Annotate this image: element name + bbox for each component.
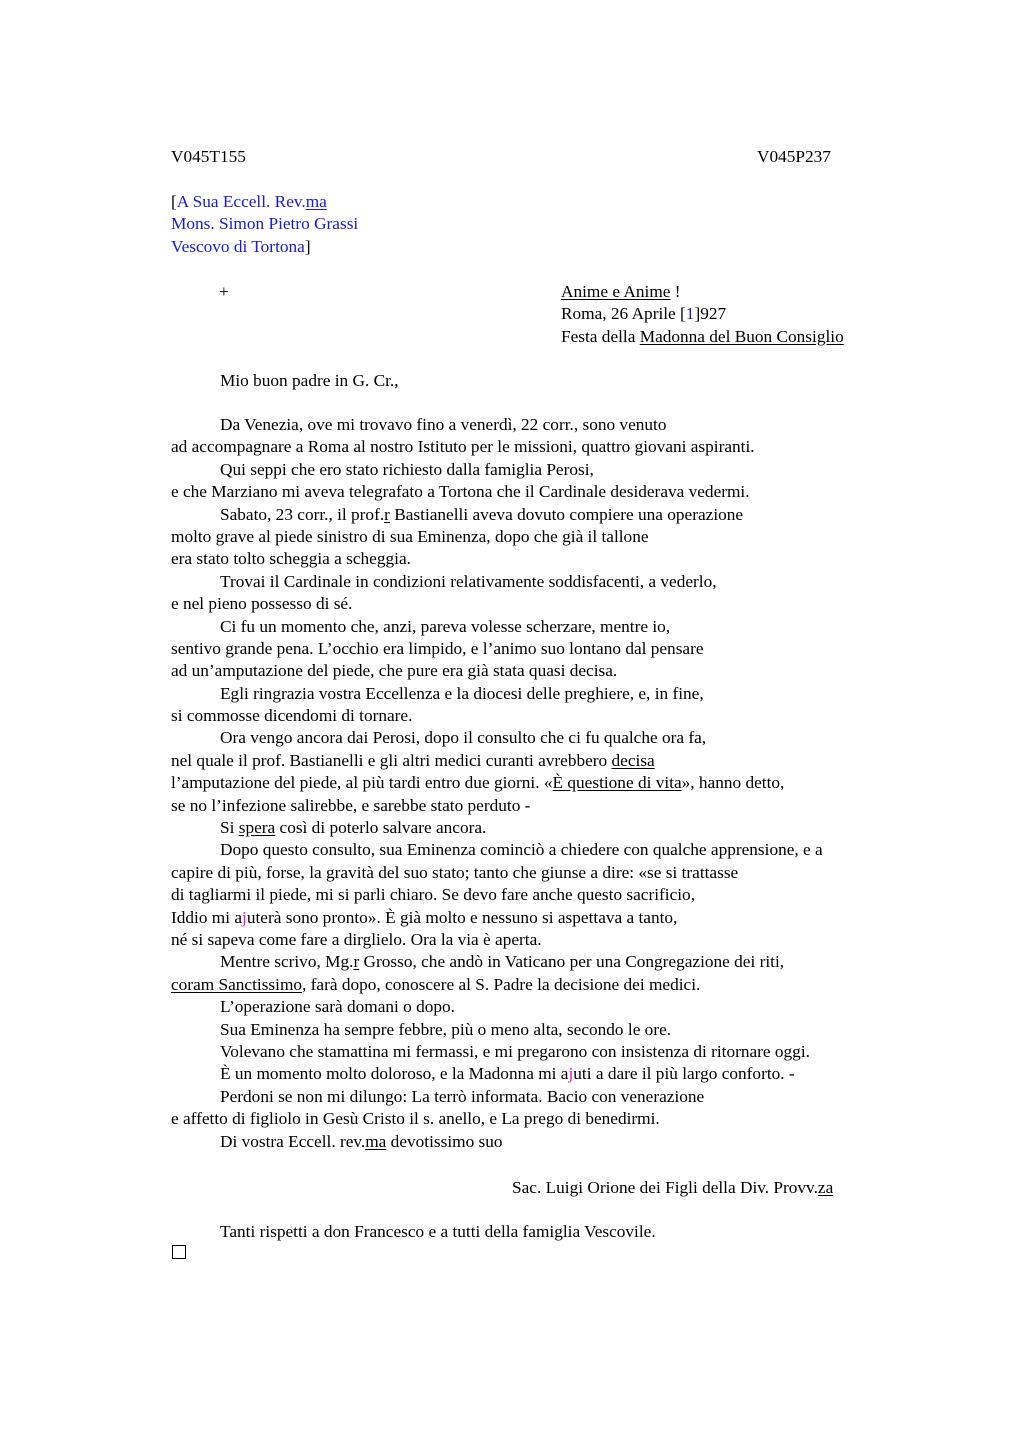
- addressee-line-2: Mons. Simon Pietro Grassi: [171, 214, 359, 233]
- letter-body: [171, 414, 891, 1153]
- feast-prefix: Festa della: [561, 327, 640, 346]
- text-run-editorial: j: [568, 1064, 574, 1084]
- body-line: [171, 1131, 891, 1153]
- body-line: sentivo grande pena. L’occhio era limpido, e l’animo suo lontano dal pensare: [171, 638, 704, 658]
- text-run-underlined: decisa: [611, 750, 655, 770]
- bracket-close: ]: [304, 237, 311, 256]
- body-line: [171, 817, 891, 839]
- bracket-open: [: [171, 192, 177, 211]
- body-line: [171, 772, 891, 794]
- text-run: », hanno detto,: [681, 773, 785, 793]
- text-run: Mentre scrivo, Mg.: [220, 952, 354, 972]
- body-line: e che Marziano mi aveva telegrafato a Tortona che il Cardinale desiderava vedermi.: [171, 482, 750, 502]
- text-run-underlined: spera: [238, 818, 276, 838]
- body-line: molto grave al piede sinistro di sua Eminenza, dopo che già il tallone: [171, 526, 649, 546]
- addressee-line-1: [171, 191, 327, 213]
- body-line: [171, 907, 891, 929]
- document-code-left: V045T155: [171, 147, 246, 166]
- body-line: Egli ringrazia vostra Eccellenza e la diocesi delle preghiere, e, in fine,: [220, 683, 704, 703]
- place-date-part: ]927: [694, 304, 727, 323]
- body-line: Perdoni se non mi dilungo: La terrò informata. Bacio con venerazione: [220, 1086, 705, 1106]
- body-line: ad un’amputazione del piede, che pure era già stata quasi decisa.: [171, 661, 618, 681]
- text-run: l’amputazione del piede, al più tardi entro due giorni. «: [171, 773, 553, 793]
- salutation: Mio buon padre in G. Cr.,: [220, 371, 399, 390]
- body-line: Ora vengo ancora dai Perosi, dopo il consulto che ci fu qualche ora fa,: [220, 728, 707, 748]
- addressee-see: Vescovo di Tortona: [171, 237, 305, 256]
- body-line: [171, 504, 891, 526]
- body-line: era stato tolto scheggia a scheggia.: [171, 549, 411, 569]
- text-run-underlined: È questione di vita: [552, 773, 682, 793]
- body-line: Trovai il Cardinale in condizioni relativamente soddisfacenti, a vederlo,: [220, 571, 717, 591]
- body-line: Da Venezia, ove mi trovavo fino a venerdì, 22 corr., sono venuto: [220, 415, 667, 434]
- text-run: Grosso, che andò in Vaticano per una Congregazione dei riti,: [359, 952, 785, 972]
- body-line: e affetto di figliolo in Gesù Cristo il s. anello, e La prego di benedirmi.: [171, 1109, 660, 1129]
- signature: [512, 1177, 833, 1199]
- text-run-underlined: r: [353, 952, 360, 972]
- body-line: capire di più, forse, la gravità del suo stato; tanto che giunse a dire: «se si trattasse: [171, 862, 739, 882]
- text-run: devotissimo suo: [386, 1131, 503, 1151]
- body-line: Sua Eminenza ha sempre febbre, più o meno alta, secondo le ore.: [220, 1019, 672, 1039]
- text-run: uterà sono pronto». È già molto e nessuno si aspettava a tanto,: [246, 907, 678, 927]
- place-date-part: Roma, 26 Aprile [: [561, 304, 686, 323]
- feast-line: [561, 326, 844, 348]
- body-line: ad accompagnare a Roma al nostro Istituto per le missioni, quattro giovani aspiranti.: [171, 437, 755, 457]
- body-line: [171, 750, 891, 772]
- body-line: e nel pieno possesso di sé.: [171, 594, 353, 614]
- text-run-underlined: ma: [365, 1131, 387, 1151]
- signature-abbrev: za: [817, 1178, 834, 1197]
- text-run-editorial: j: [242, 907, 247, 927]
- body-line: [171, 1063, 891, 1085]
- body-line: di tagliarmi il piede, mi si parli chiaro. Se devo fare anche questo sacrificio,: [171, 885, 696, 905]
- place-date-editorial: 1: [685, 304, 695, 323]
- text-run-underlined: coram Sanctissimo: [171, 974, 303, 994]
- body-line: L’operazione sarà domani o dopo.: [220, 997, 455, 1017]
- addressee-line-3: [171, 236, 311, 258]
- addressee-title: A Sua Eccell. Rev.: [176, 192, 306, 211]
- body-line: Dopo questo consulto, sua Eminenza cominciò a chiedere con qualche apprensione, e a: [220, 840, 823, 860]
- text-run: Di vostra Eccell. rev.: [220, 1131, 366, 1151]
- body-line: Ci fu un momento che, anzi, pareva volesse scherzare, mentre io,: [220, 616, 671, 636]
- text-run: Sabato, 23 corr., il prof.: [220, 504, 385, 524]
- cross-symbol: +: [219, 282, 229, 301]
- text-run: uti a dare il più largo conforto. -: [573, 1064, 795, 1084]
- feast-name: Madonna del Buon Consiglio: [639, 327, 844, 346]
- document-code-right: V045P237: [757, 147, 831, 166]
- text-run: Si: [220, 818, 239, 838]
- text-run: nel quale il prof. Bastianelli e gli altri medici curanti avrebbero: [171, 750, 612, 770]
- body-line: Qui seppi che ero stato richiesto dalla famiglia Perosi,: [220, 459, 594, 479]
- motto: Anime e Anime: [561, 282, 671, 301]
- place-date: [561, 303, 726, 325]
- text-run: così di poterlo salvare ancora.: [275, 818, 487, 838]
- body-line: si commosse dicendomi di tornare.: [171, 706, 413, 726]
- body-line: né si sapeva come fare a dirglielo. Ora la via è aperta.: [171, 929, 542, 949]
- body-line: [171, 951, 891, 973]
- postscript: Tanti rispetti a don Francesco e a tutti della famiglia Vescovile.: [220, 1222, 656, 1241]
- text-run: , farà dopo, conoscere al S. Padre la decisione dei medici.: [302, 974, 701, 994]
- text-run-underlined: r: [384, 504, 390, 524]
- body-line: Volevano che stamattina mi fermassi, e mi pregarono con insistenza di ritornare oggi.: [220, 1041, 810, 1061]
- text-run: Iddio mi a: [171, 907, 243, 927]
- end-marker-box-icon: [172, 1245, 186, 1259]
- text-run: È un momento molto doloroso, e la Madonna mi a: [220, 1064, 569, 1084]
- motto-mark: !: [670, 282, 681, 301]
- body-line: se no l’infezione salirebbe, e sarebbe stato perduto -: [171, 795, 531, 815]
- body-line: [171, 974, 891, 996]
- signature-text: Sac. Luigi Orione dei Figli della Div. Provv.: [512, 1178, 818, 1197]
- text-run: Bastianelli aveva dovuto compiere una operazione: [389, 504, 744, 524]
- addressee-title-abbrev: ma: [305, 192, 327, 211]
- motto-line: [561, 281, 681, 303]
